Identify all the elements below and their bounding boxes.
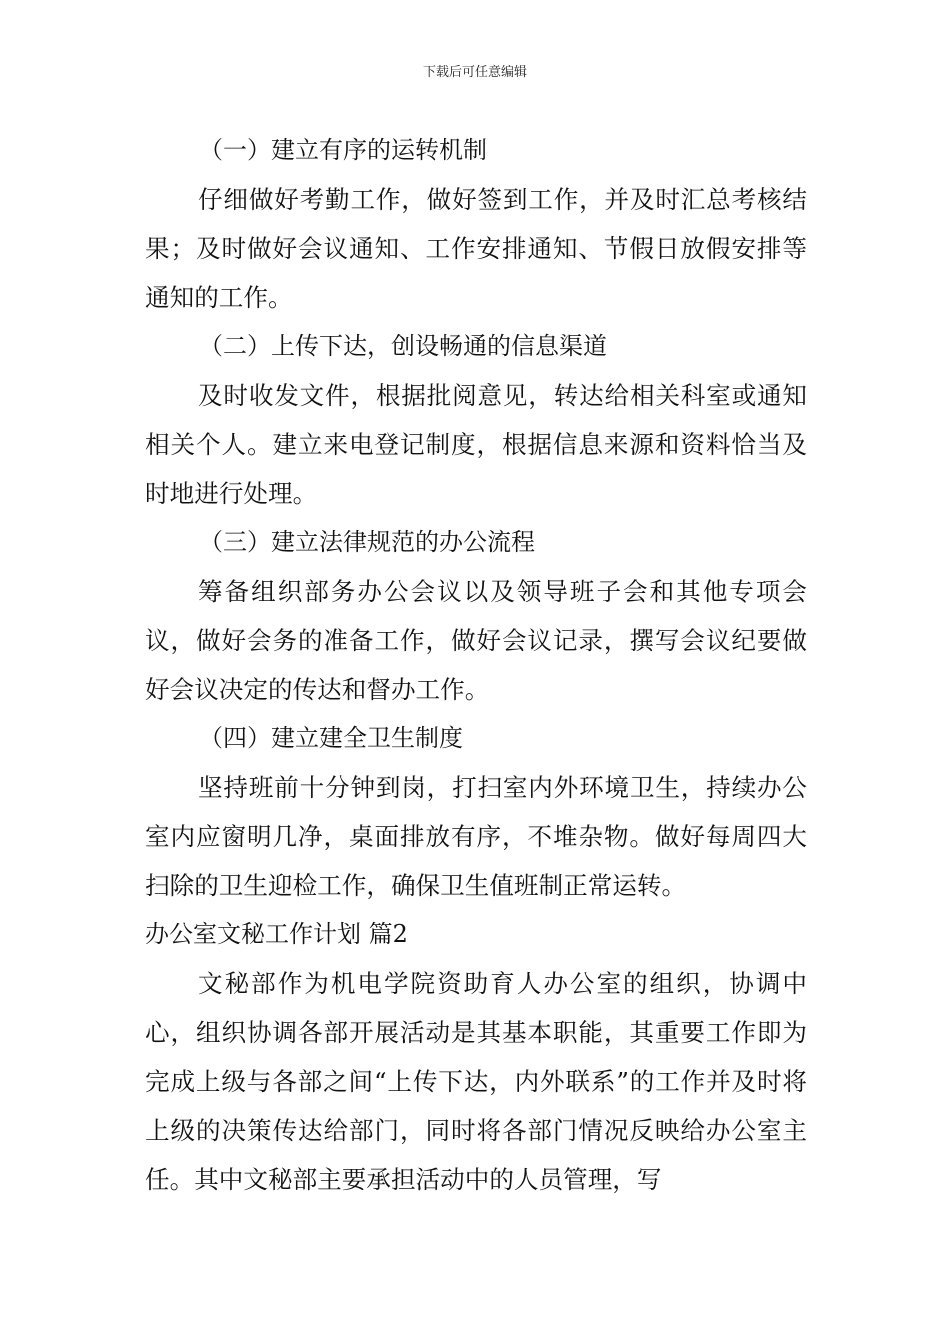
section-1-paragraph: 仔细做好考勤工作，做好签到工作，并及时汇总考核结果；及时做好会议通知、工作安排通知、节假日放假安排等通知的工作。 bbox=[145, 185, 807, 312]
section-1-heading: （一）建立有序的运转机制 bbox=[199, 136, 487, 164]
section-3-paragraph: 筹备组织部务办公会议以及领导班子会和其他专项会议，做好会务的准备工作，做好会议记录，撰写会议纪要做好会议决定的传达和督办工作。 bbox=[145, 577, 807, 704]
part-2-title: 办公室文秘工作计划 篇2 bbox=[145, 920, 408, 948]
document-body bbox=[145, 126, 807, 1204]
section-4-paragraph: 坚持班前十分钟到岗，打扫室内外环境卫生，持续办公室内应窗明几净，桌面排放有序，不堆杂物。做好每周四大扫除的卫生迎检工作，确保卫生值班制正常运转。 bbox=[145, 773, 807, 900]
section-4-heading: （四）建立建全卫生制度 bbox=[199, 724, 463, 752]
section-2-heading: （二）上传下达，创设畅通的信息渠道 bbox=[199, 332, 607, 360]
page-header-note: 下载后可任意编辑 bbox=[422, 65, 527, 80]
section-2-paragraph: 及时收发文件，根据批阅意见，转达给相关科室或通知相关个人。建立来电登记制度，根据信息来源和资料恰当及时地进行处理。 bbox=[145, 381, 807, 508]
section-3-heading: （三）建立法律规范的办公流程 bbox=[199, 528, 535, 556]
part-2-paragraph: 文秘部作为机电学院资助育人办公室的组织，协调中心，组织协调各部开展活动是其基本职能，其重要工作即为完成上级与各部之间“上传下达，内外联系”的工作并及时将上级的决策传达给部门，同时将各部门情况反映给办公室主任。其中文秘部主要承担活动中的人员管理，写 bbox=[145, 969, 807, 1194]
